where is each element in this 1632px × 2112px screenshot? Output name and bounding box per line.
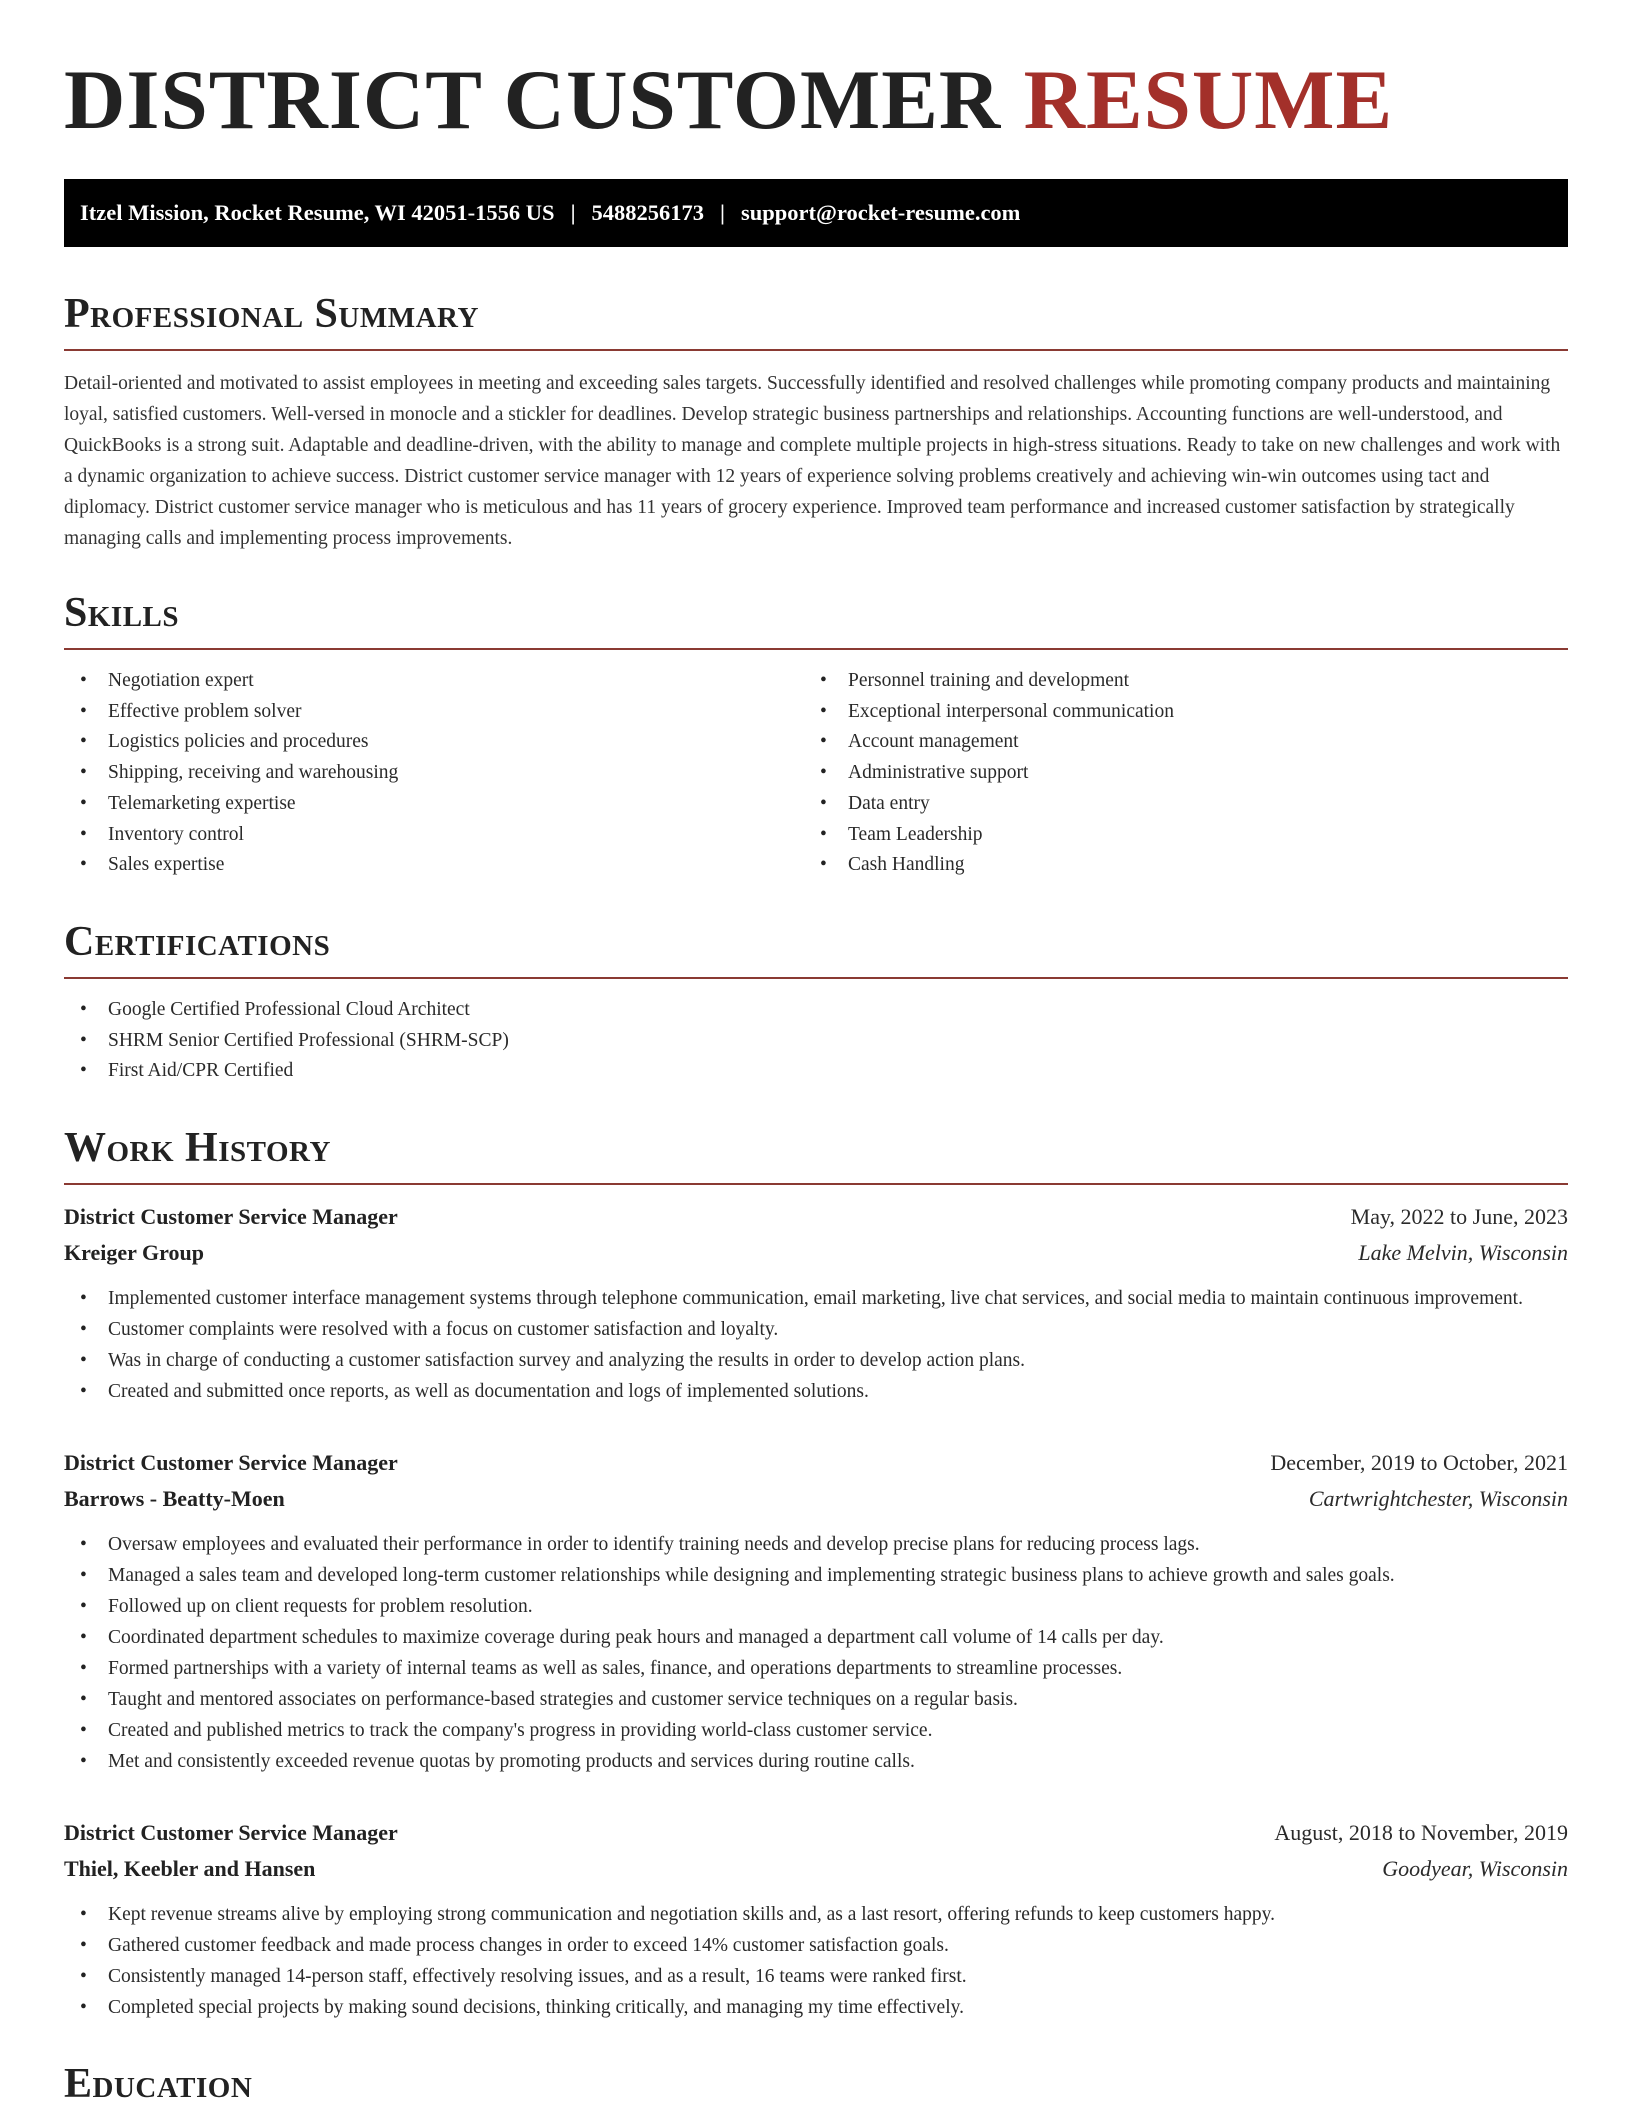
job-duty: • Taught and mentored associates on performance-based strategies and customer service techniques on a regular basis. — [64, 1684, 1568, 1715]
contact-bar — [64, 179, 1568, 247]
summary-text: Detail-oriented and motivated to assist employees in meeting and exceeding sales targets. Successfully identified and resolved challenges while promoting company products and maintaining loyal, satisfied customers. Well-versed in monocle and a stickler for deadlines. Develop strategic business partnerships and relationships. Accounting functions are well-understood, and QuickBooks is a strong suit. Adaptable and deadline-driven, with the ability to manage and complete multiple projects in high-stress situations. Ready to take on new challenges and work with a dynamic organization to achieve success. District customer service manager with 12 years of experience solving problems creatively and achieving win-win outcomes using tact and diplomacy. District customer service manager who is meticulous and has 11 years of grocery experience. Improved team performance and increased customer satisfaction by strategically managing calls and implementing process improvements. — [64, 373, 1561, 549]
certifications-list — [64, 995, 1568, 1087]
job-company: Kreiger Group — [64, 1240, 204, 1266]
job-duty: • Oversaw employees and evaluated their performance in order to identify training needs and develop precise plans for reducing process lags. — [64, 1529, 1568, 1560]
section-heading: Education — [64, 2063, 1568, 2112]
job-duty: • Gathered customer feedback and made process changes in order to exceed 14% customer satisfaction goals. — [64, 1930, 1568, 1961]
job-duty: • Customer complaints were resolved with a focus on customer satisfaction and loyalty. — [64, 1314, 1568, 1345]
professional-summary-section — [64, 293, 1568, 554]
job-location: Lake Melvin, Wisconsin — [1358, 1240, 1568, 1266]
job-duty: • Met and consistently exceeded revenue quotas by promoting products and services during routine calls. — [64, 1746, 1568, 1777]
job-company-row — [64, 1235, 1568, 1271]
education-section — [64, 2063, 1568, 2112]
job-location: Goodyear, Wisconsin — [1382, 1856, 1568, 1882]
skill-item: • Team Leadership — [804, 820, 1544, 851]
skill-item: • Administrative support — [804, 758, 1544, 789]
job-entry — [64, 1445, 1568, 1777]
skill-item: • Data entry — [804, 789, 1544, 820]
skills-list-left — [64, 666, 804, 881]
skill-item: • Telemarketing expertise — [64, 789, 804, 820]
contact-separator: | — [720, 200, 725, 225]
job-dates: August, 2018 to November, 2019 — [1274, 1820, 1568, 1846]
certification-item: • SHRM Senior Certified Professional (SHRM-SCP) — [64, 1026, 1568, 1057]
skill-item: • Personnel training and development — [804, 666, 1544, 697]
certifications-section — [64, 918, 1568, 1087]
skills-grid — [64, 666, 1568, 881]
job-duty: • Formed partnerships with a variety of internal teams as well as sales, finance, and operations departments to streamline processes. — [64, 1653, 1568, 1684]
title-main: DISTRICT CUSTOMER — [64, 53, 1002, 147]
skills-list-right — [804, 666, 1544, 881]
certification-item: • Google Certified Professional Cloud Architect — [64, 995, 1568, 1026]
job-header-row — [64, 1815, 1568, 1851]
job-duty: • Followed up on client requests for problem resolution. — [64, 1591, 1568, 1622]
job-duty: • Created and submitted once reports, as well as documentation and logs of implemented solutions. — [64, 1376, 1568, 1407]
job-duty: • Was in charge of conducting a customer satisfaction survey and analyzing the results in order to develop action plans. — [64, 1345, 1568, 1376]
skill-item: • Inventory control — [64, 820, 804, 851]
job-duties-list — [64, 1283, 1568, 1407]
job-duties-list — [64, 1529, 1568, 1777]
skill-item: • Shipping, receiving and warehousing — [64, 758, 804, 789]
section-heading: Professional Summary — [64, 293, 1568, 351]
job-company: Thiel, Keebler and Hansen — [64, 1856, 316, 1882]
skill-item: • Effective problem solver — [64, 697, 804, 728]
contact-phone: 5488256173 — [591, 200, 705, 225]
job-location: Cartwrightchester, Wisconsin — [1308, 1486, 1568, 1512]
job-dates: May, 2022 to June, 2023 — [1350, 1204, 1568, 1230]
job-duty: • Kept revenue streams alive by employing strong communication and negotiation skills and, as a last resort, offering refunds to keep customers happy. — [64, 1899, 1568, 1930]
job-dates: December, 2019 to October, 2021 — [1270, 1450, 1568, 1476]
job-header-row — [64, 1445, 1568, 1481]
work-history-section — [64, 1127, 1568, 2023]
job-header-row — [64, 1199, 1568, 1235]
contact-email: support@rocket-resume.com — [741, 200, 1021, 225]
contact-address: Itzel Mission, Rocket Resume, WI 42051-1556 US — [80, 200, 555, 225]
job-title: District Customer Service Manager — [64, 1820, 398, 1846]
job-company-row — [64, 1481, 1568, 1517]
skill-item: • Sales expertise — [64, 850, 804, 881]
section-heading: Skills — [64, 592, 1568, 650]
skill-item: • Account management — [804, 727, 1544, 758]
job-duty: • Managed a sales team and developed long-term customer relationships while designing and implementing strategic business plans to achieve growth and sales goals. — [64, 1560, 1568, 1591]
skill-item: • Negotiation expert — [64, 666, 804, 697]
job-title: District Customer Service Manager — [64, 1450, 398, 1476]
skills-section — [64, 592, 1568, 881]
job-entry — [64, 1199, 1568, 1407]
job-duty: • Consistently managed 14-person staff, effectively resolving issues, and as a result, 16 teams were ranked first. — [64, 1961, 1568, 1992]
job-company: Barrows - Beatty-Moen — [64, 1486, 285, 1512]
job-entry — [64, 1815, 1568, 2023]
job-duty: • Completed special projects by making sound decisions, thinking critically, and managing my time effectively. — [64, 1992, 1568, 2023]
certification-item: • First Aid/CPR Certified — [64, 1056, 1568, 1087]
section-heading: Certifications — [64, 921, 1568, 979]
skill-item: • Logistics policies and procedures — [64, 727, 804, 758]
job-duty: • Implemented customer interface management systems through telephone communication, email marketing, live chat services, and social media to maintain continuous improvement. — [64, 1283, 1568, 1314]
skill-item: • Exceptional interpersonal communication — [804, 697, 1544, 728]
title-accent: RESUME — [1023, 53, 1394, 147]
job-duties-list — [64, 1899, 1568, 2023]
section-heading: Work History — [64, 1127, 1568, 1185]
contact-separator: | — [570, 200, 576, 225]
document-title — [64, 53, 1568, 147]
job-company-row — [64, 1851, 1568, 1887]
skill-item: • Cash Handling — [804, 850, 1544, 881]
job-duty: • Coordinated department schedules to maximize coverage during peak hours and managed a department call volume of 14 calls per day. — [64, 1622, 1568, 1653]
job-title: District Customer Service Manager — [64, 1204, 398, 1230]
job-duty: • Created and published metrics to track the company's progress in providing world-class customer service. — [64, 1715, 1568, 1746]
